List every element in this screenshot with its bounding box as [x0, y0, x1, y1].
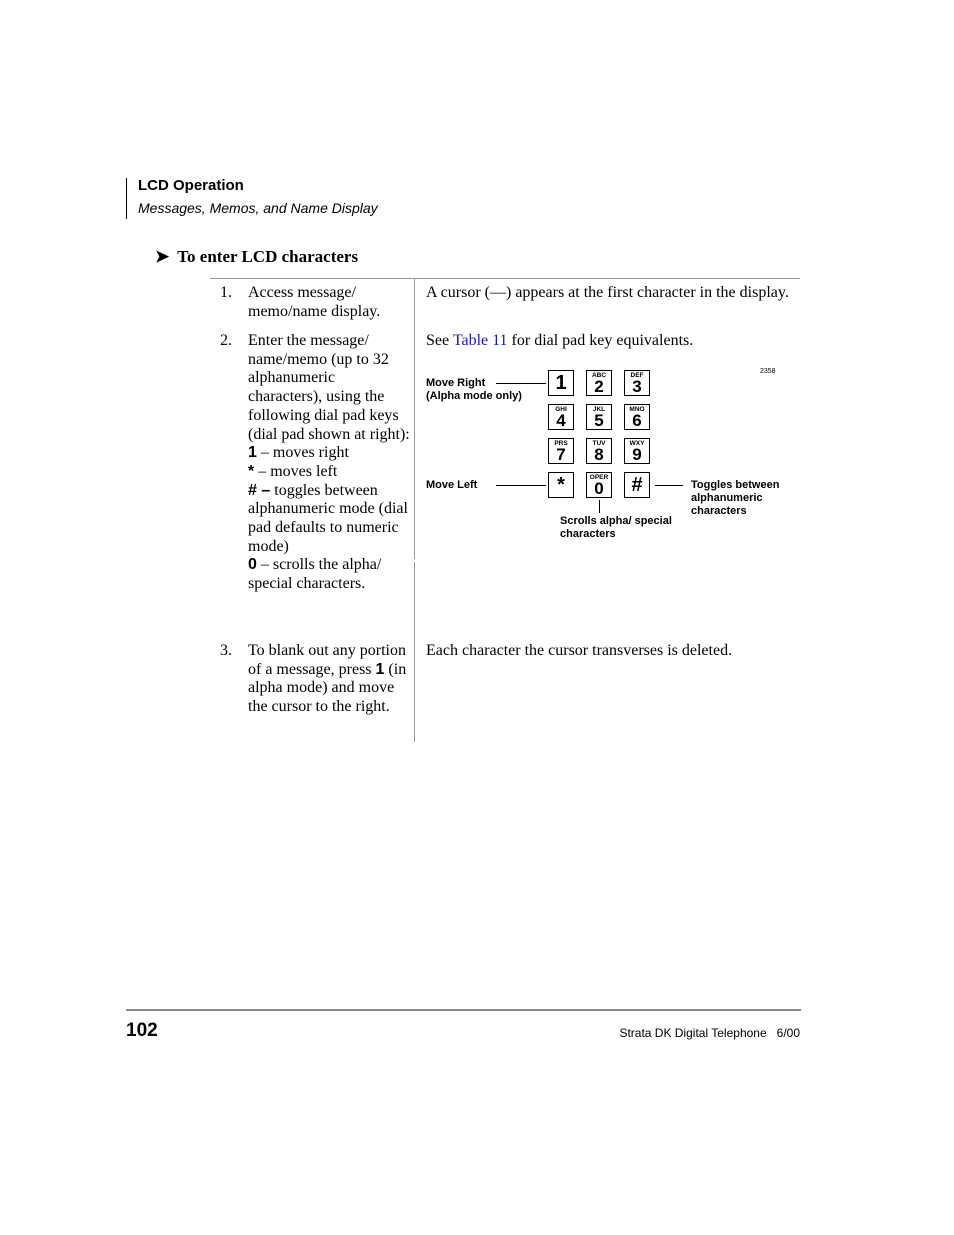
key-number: 7 [556, 445, 566, 464]
key-number: 0 [594, 479, 604, 498]
toggles-label: Toggles between alphanumeric characters [691, 479, 780, 517]
step-text: Access message/ memo/name display. [248, 284, 381, 320]
move-right-label [426, 377, 522, 403]
key-number: 5 [594, 411, 604, 430]
key-letters: PRS [554, 440, 568, 447]
subsection-title: Messages, Memos, and Name Display [138, 200, 378, 216]
key-number: 9 [632, 445, 642, 464]
key-number: 8 [594, 445, 604, 464]
key-label: 1 [375, 660, 385, 678]
key-number: 4 [556, 411, 566, 430]
footer-rule [126, 1009, 801, 1011]
header-rule [126, 178, 127, 219]
key-letters: TUV [592, 440, 606, 447]
publication-info: Strata DK Digital Telephone 6/00 [619, 1026, 800, 1040]
scrolls-label: Scrolls alpha/ special characters [560, 515, 672, 540]
step-number: 3. [220, 642, 232, 659]
dial-key-8 [586, 438, 612, 464]
step-text-part: (in alpha mode) and move the cursor to the right. [248, 660, 407, 716]
dial-key-2 [586, 370, 612, 396]
key-letters: ABC [591, 372, 607, 379]
dial-key-7 [548, 438, 574, 464]
step-text [248, 332, 410, 594]
dial-key-9 [624, 438, 650, 464]
leader-line [655, 485, 683, 486]
dial-key-4 [548, 404, 574, 430]
key-label: # – [248, 481, 271, 499]
step-result: Each character the cursor transverses is deleted. [426, 642, 733, 659]
key-description: – scrolls the alpha/ special characters. [248, 556, 382, 593]
step-result [426, 332, 796, 351]
key-label: * [248, 462, 255, 480]
step-number: 1. [220, 284, 232, 301]
dial-key-3 [624, 370, 650, 396]
result-text: See [426, 332, 453, 349]
dial-key-6 [624, 404, 650, 430]
key-letters: MNO [629, 406, 645, 413]
label-note: (Alpha mode only) [426, 390, 522, 402]
key-description: toggles between alphanumeric mode (dial pad defaults to numeric mode) [248, 481, 408, 555]
page-number: 102 [126, 1020, 158, 1041]
key-label: 1 [248, 444, 257, 462]
move-left-label: Move Left [426, 479, 478, 491]
procedure-heading [155, 247, 358, 267]
step-text [248, 642, 410, 717]
dial-key-pound [624, 472, 650, 498]
key-letters: JKL [592, 406, 606, 413]
key-number: 1 [555, 372, 567, 394]
table-top-rule [210, 278, 800, 279]
step-text-part: To blank out any portion of a message, press [248, 642, 406, 678]
leader-line [496, 485, 546, 486]
result-text: for dial pad key equivalents. [507, 332, 694, 349]
column-divider [414, 279, 415, 559]
dial-key-5 [586, 404, 612, 430]
key-letters: OPER [589, 474, 609, 481]
key-number: 2 [594, 377, 604, 396]
section-title: LCD Operation [138, 177, 244, 194]
leader-line [496, 383, 546, 384]
table-11-link[interactable]: Table 11 [452, 332, 508, 349]
key-letters: WXY [629, 440, 645, 447]
key-letters: DEF [630, 372, 644, 379]
step-number: 2. [220, 332, 232, 349]
key-number: * [557, 474, 565, 496]
step-intro: Enter the message/ name/memo (up to 32 alphanumeric characters), using the following dial pad keys (dial pad shown at right): [248, 332, 410, 443]
key-number: # [631, 474, 643, 496]
dial-key-1 [548, 370, 574, 396]
arrow-right-icon: ➤ [155, 247, 170, 266]
key-number: 3 [632, 377, 642, 396]
procedure-title: To enter LCD characters [177, 247, 359, 266]
dial-key-star [548, 472, 574, 498]
key-description: – moves left [254, 462, 338, 480]
label-text: Move Right [426, 377, 486, 389]
key-letters: GHI [555, 406, 567, 413]
key-label: 0 [248, 556, 257, 574]
leader-line [599, 500, 600, 513]
figure-id: 2358 [760, 368, 776, 375]
dial-key-0 [586, 472, 612, 498]
step-result: A cursor (—) appears at the first character in the display. [426, 284, 789, 301]
key-description: – moves right [256, 444, 349, 462]
column-divider [414, 562, 415, 742]
key-number: 6 [632, 411, 642, 430]
